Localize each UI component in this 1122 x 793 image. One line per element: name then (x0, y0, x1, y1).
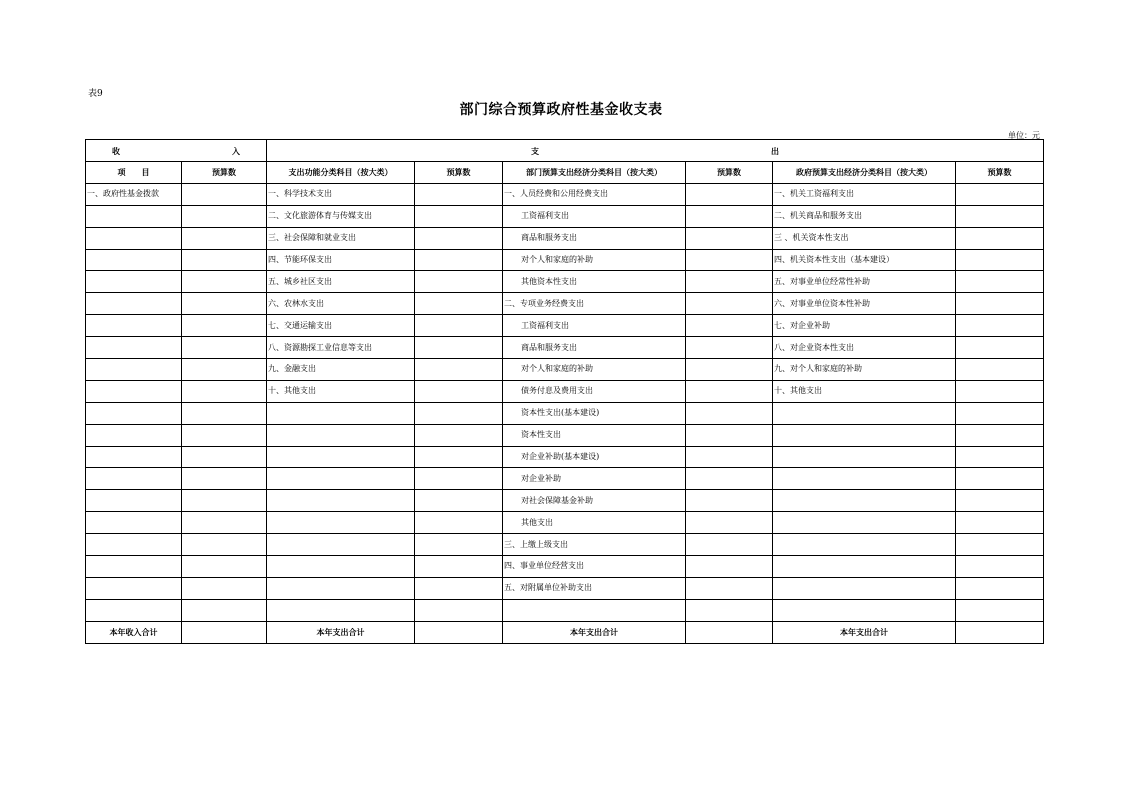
dept-econ-class-cell: 二、专项业务经费支出 (503, 293, 686, 315)
dept-econ-class-cell: 一、人员经费和公用经费支出 (503, 183, 686, 205)
gov-econ-class-cell (773, 424, 956, 446)
dept-econ-class-cell: 三、上缴上级支出 (503, 534, 686, 556)
gov-budget-cell (956, 424, 1044, 446)
gov-budget-cell (956, 446, 1044, 468)
func-budget-cell (415, 599, 503, 621)
income-budget-cell (182, 359, 267, 381)
func-budget-cell (415, 359, 503, 381)
table-row (86, 490, 1044, 512)
func-budget-cell (415, 249, 503, 271)
func-class-cell (267, 577, 415, 599)
income-item-cell (86, 577, 182, 599)
table-row (86, 249, 1044, 271)
func-total-label: 本年支出合计 (267, 621, 415, 643)
func-budget-cell (415, 380, 503, 402)
income-group-header: 收 入 (86, 140, 267, 162)
dept-econ-class-cell: 商品和服务支出 (503, 227, 686, 249)
table-row (86, 380, 1044, 402)
income-item-cell (86, 205, 182, 227)
func-class-cell (267, 512, 415, 534)
gov-budget-cell (956, 534, 1044, 556)
table-row (86, 424, 1044, 446)
gov-budget-cell (956, 512, 1044, 534)
income-budget-cell (182, 512, 267, 534)
income-budget-cell (182, 468, 267, 490)
gov-econ-class-cell (773, 490, 956, 512)
func-class-header: 支出功能分类科目（按大类） (267, 162, 415, 184)
dept-total-label: 本年支出合计 (503, 621, 686, 643)
income-budget-cell (182, 599, 267, 621)
table-number: 表9 (88, 89, 103, 99)
dept-econ-class-cell: 资本性支出 (503, 424, 686, 446)
func-class-cell: 十、其他支出 (267, 380, 415, 402)
income-budget-cell (182, 380, 267, 402)
table-row (86, 205, 1044, 227)
income-budget-cell (182, 490, 267, 512)
func-budget-header: 预算数 (415, 162, 503, 184)
dept-budget-cell (686, 249, 773, 271)
income-item-cell: 一、政府性基金拨款 (86, 183, 182, 205)
dept-econ-class-cell: 对企业补助(基本建设) (503, 446, 686, 468)
func-budget-cell (415, 512, 503, 534)
dept-budget-cell (686, 205, 773, 227)
gov-econ-class-cell: 四、机关资本性支出（基本建设） (773, 249, 956, 271)
gov-econ-class-cell: 一、机关工资福利支出 (773, 183, 956, 205)
func-class-cell: 二、文化旅游体育与传媒支出 (267, 205, 415, 227)
dept-econ-class-cell: 对社会保障基金补助 (503, 490, 686, 512)
func-budget-cell (415, 315, 503, 337)
income-item-cell (86, 380, 182, 402)
gov-total-label: 本年支出合计 (773, 621, 956, 643)
dept-econ-class-cell: 四、事业单位经营支出 (503, 556, 686, 578)
gov-budget-cell (956, 293, 1044, 315)
income-item-cell (86, 337, 182, 359)
func-budget-cell (415, 468, 503, 490)
func-budget-cell (415, 534, 503, 556)
dept-econ-class-cell: 对个人和家庭的补助 (503, 359, 686, 381)
dept-budget-cell (686, 380, 773, 402)
table-row (86, 293, 1044, 315)
gov-econ-class-cell (773, 402, 956, 424)
table-row (86, 556, 1044, 578)
func-class-cell: 八、资源勘探工业信息等支出 (267, 337, 415, 359)
func-budget-cell (415, 337, 503, 359)
income-budget-cell (182, 183, 267, 205)
income-budget-cell (182, 271, 267, 293)
income-item-cell (86, 271, 182, 293)
table-row (86, 534, 1044, 556)
func-class-cell: 四、节能环保支出 (267, 249, 415, 271)
dept-budget-cell (686, 271, 773, 293)
gov-budget-cell (956, 249, 1044, 271)
table-row (86, 315, 1044, 337)
table-row (86, 446, 1044, 468)
income-budget-cell (182, 337, 267, 359)
gov-econ-class-cell (773, 512, 956, 534)
income-budget-cell (182, 424, 267, 446)
income-item-cell (86, 227, 182, 249)
gov-budget-cell (956, 183, 1044, 205)
gov-econ-class-cell: 十、其他支出 (773, 380, 956, 402)
dept-econ-class-cell: 资本性支出(基本建设) (503, 402, 686, 424)
func-total-value (415, 621, 503, 643)
table-row (86, 468, 1044, 490)
income-item-cell (86, 534, 182, 556)
gov-budget-cell (956, 271, 1044, 293)
gov-total-value (956, 621, 1044, 643)
gov-econ-class-cell (773, 599, 956, 621)
dept-econ-class-cell (503, 599, 686, 621)
dept-total-value (686, 621, 773, 643)
dept-econ-class-cell: 商品和服务支出 (503, 337, 686, 359)
dept-budget-cell (686, 402, 773, 424)
table-row (86, 599, 1044, 621)
income-item-cell (86, 249, 182, 271)
income-budget-header: 预算数 (182, 162, 267, 184)
income-budget-cell (182, 534, 267, 556)
income-budget-cell (182, 556, 267, 578)
func-budget-cell (415, 205, 503, 227)
gov-econ-class-header: 政府预算支出经济分类科目（按大类） (773, 162, 956, 184)
gov-budget-cell (956, 402, 1044, 424)
income-budget-cell (182, 577, 267, 599)
gov-budget-header: 预算数 (956, 162, 1044, 184)
income-item-cell (86, 424, 182, 446)
func-class-cell: 一、科学技术支出 (267, 183, 415, 205)
expense-group-header: 支 出 (267, 140, 1044, 162)
func-class-cell (267, 556, 415, 578)
func-budget-cell (415, 424, 503, 446)
func-budget-cell (415, 402, 503, 424)
func-class-cell: 六、农林水支出 (267, 293, 415, 315)
gov-budget-cell (956, 556, 1044, 578)
func-budget-cell (415, 490, 503, 512)
dept-budget-cell (686, 446, 773, 468)
dept-budget-cell (686, 183, 773, 205)
gov-econ-class-cell: 九、对个人和家庭的补助 (773, 359, 956, 381)
dept-budget-cell (686, 556, 773, 578)
func-class-cell (267, 490, 415, 512)
income-item-cell (86, 293, 182, 315)
gov-econ-class-cell: 七、对企业补助 (773, 315, 956, 337)
gov-budget-cell (956, 337, 1044, 359)
func-budget-cell (415, 293, 503, 315)
dept-budget-cell (686, 577, 773, 599)
gov-budget-cell (956, 359, 1044, 381)
totals-row (86, 621, 1044, 643)
func-class-cell (267, 402, 415, 424)
income-item-cell (86, 468, 182, 490)
income-item-cell (86, 446, 182, 468)
header-row-columns (86, 162, 1044, 184)
dept-budget-header: 预算数 (686, 162, 773, 184)
gov-econ-class-cell: 五、对事业单位经常性补助 (773, 271, 956, 293)
func-budget-cell (415, 227, 503, 249)
dept-budget-cell (686, 490, 773, 512)
income-item-cell (86, 359, 182, 381)
income-item-cell (86, 599, 182, 621)
dept-budget-cell (686, 227, 773, 249)
dept-budget-cell (686, 315, 773, 337)
budget-table (85, 139, 1044, 644)
income-budget-cell (182, 249, 267, 271)
gov-econ-class-cell (773, 577, 956, 599)
table-row (86, 512, 1044, 534)
func-budget-cell (415, 183, 503, 205)
func-class-cell: 五、城乡社区支出 (267, 271, 415, 293)
gov-budget-cell (956, 227, 1044, 249)
gov-econ-class-cell (773, 556, 956, 578)
item-header: 项 目 (86, 162, 182, 184)
income-budget-cell (182, 205, 267, 227)
income-budget-cell (182, 315, 267, 337)
header-row-group (86, 140, 1044, 162)
dept-econ-class-cell: 工资福利支出 (503, 315, 686, 337)
gov-econ-class-cell: 三 、机关资本性支出 (773, 227, 956, 249)
func-budget-cell (415, 577, 503, 599)
func-class-cell: 三、社会保障和就业支出 (267, 227, 415, 249)
func-class-cell (267, 468, 415, 490)
income-total-label: 本年收入合计 (86, 621, 182, 643)
unit-label: 单位：元 (1008, 131, 1040, 140)
gov-budget-cell (956, 380, 1044, 402)
dept-econ-class-cell: 五、对附属单位补助支出 (503, 577, 686, 599)
page-title: 部门综合预算政府性基金收支表 (459, 102, 663, 118)
dept-econ-class-cell: 工资福利支出 (503, 205, 686, 227)
dept-budget-cell (686, 534, 773, 556)
dept-budget-cell (686, 512, 773, 534)
dept-budget-cell (686, 337, 773, 359)
table-row (86, 227, 1044, 249)
income-budget-cell (182, 446, 267, 468)
func-class-cell (267, 534, 415, 556)
func-class-cell: 九、金融支出 (267, 359, 415, 381)
dept-econ-class-cell: 对个人和家庭的补助 (503, 249, 686, 271)
func-class-cell: 七、交通运输支出 (267, 315, 415, 337)
gov-budget-cell (956, 205, 1044, 227)
table-row (86, 337, 1044, 359)
income-item-cell (86, 315, 182, 337)
table-row (86, 402, 1044, 424)
gov-budget-cell (956, 490, 1044, 512)
income-budget-cell (182, 227, 267, 249)
income-total-value (182, 621, 267, 643)
gov-budget-cell (956, 577, 1044, 599)
table-row (86, 577, 1044, 599)
dept-budget-cell (686, 359, 773, 381)
dept-budget-cell (686, 424, 773, 446)
func-class-cell (267, 424, 415, 446)
income-item-cell (86, 512, 182, 534)
func-budget-cell (415, 446, 503, 468)
dept-econ-class-cell: 其他资本性支出 (503, 271, 686, 293)
gov-econ-class-cell: 八、对企业资本性支出 (773, 337, 956, 359)
dept-econ-class-header: 部门预算支出经济分类科目（按大类） (503, 162, 686, 184)
income-item-cell (86, 556, 182, 578)
dept-budget-cell (686, 293, 773, 315)
gov-econ-class-cell: 六、对事业单位资本性补助 (773, 293, 956, 315)
income-budget-cell (182, 293, 267, 315)
income-item-cell (86, 490, 182, 512)
dept-econ-class-cell: 对企业补助 (503, 468, 686, 490)
table-row (86, 271, 1044, 293)
income-budget-cell (182, 402, 267, 424)
func-budget-cell (415, 271, 503, 293)
func-class-cell (267, 599, 415, 621)
dept-budget-cell (686, 599, 773, 621)
table-row (86, 359, 1044, 381)
gov-budget-cell (956, 315, 1044, 337)
table-row (86, 183, 1044, 205)
gov-budget-cell (956, 468, 1044, 490)
dept-econ-class-cell: 债务付息及费用支出 (503, 380, 686, 402)
func-budget-cell (415, 556, 503, 578)
func-class-cell (267, 446, 415, 468)
gov-budget-cell (956, 599, 1044, 621)
gov-econ-class-cell: 二、机关商品和服务支出 (773, 205, 956, 227)
gov-econ-class-cell (773, 446, 956, 468)
dept-budget-cell (686, 468, 773, 490)
gov-econ-class-cell (773, 534, 956, 556)
gov-econ-class-cell (773, 468, 956, 490)
dept-econ-class-cell: 其他支出 (503, 512, 686, 534)
income-item-cell (86, 402, 182, 424)
